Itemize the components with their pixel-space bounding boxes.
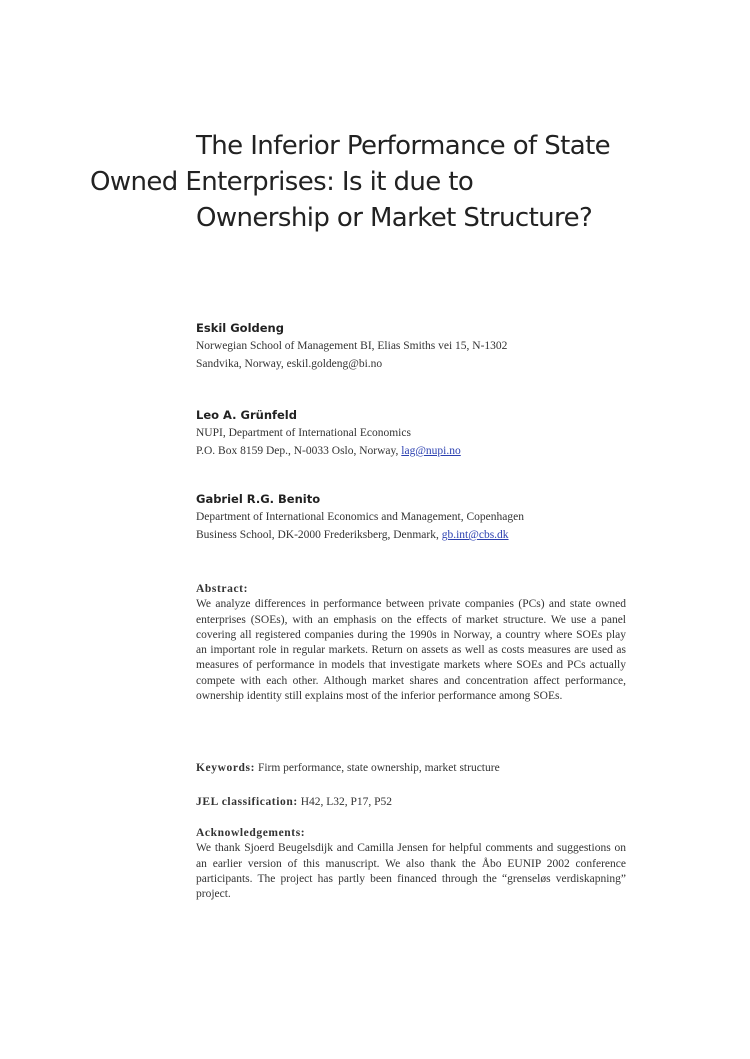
- jel-text: H42, L32, P17, P52: [300, 796, 393, 808]
- abstract-label: Abstract:: [196, 583, 249, 595]
- author-address: Business School, DK-2000 Frederiksberg, Denmark,: [196, 529, 442, 541]
- author-email-link[interactable]: lag@nupi.no: [401, 445, 461, 457]
- title-line-2: Owned Enterprises: Is it due to: [90, 167, 474, 197]
- author-affiliation: Sandvika, Norway, eskil.goldeng@bi.no: [196, 358, 383, 370]
- author-block-1: [196, 319, 636, 373]
- author-name: Leo A. Grünfeld: [196, 408, 297, 422]
- keywords-label: Keywords:: [196, 762, 256, 774]
- paper-title: [90, 128, 630, 236]
- author-affiliation: Department of International Economics and Management, Copenhagen: [196, 511, 524, 523]
- abstract-section: [196, 582, 626, 704]
- keywords-text: Firm performance, state ownership, market structure: [257, 762, 500, 774]
- keywords-section: [196, 761, 626, 776]
- author-email-link[interactable]: gb.int@cbs.dk: [441, 529, 509, 541]
- acknowledgements-text: We thank Sjoerd Beugelsdijk and Camilla Jensen for helpful comments and suggestions on an earlier version of this manuscript. We also thank the Åbo EUNIP 2002 conference participants. The project has partly been financed through the “grenseløs verdiskapning” project.: [196, 842, 626, 901]
- author-affiliation: NUPI, Department of International Economics: [196, 427, 411, 439]
- acknowledgements-label: Acknowledgements:: [196, 827, 306, 839]
- jel-section: [196, 795, 626, 810]
- author-name: Gabriel R.G. Benito: [196, 492, 321, 506]
- acknowledgements-section: [196, 826, 626, 902]
- abstract-text: We analyze differences in performance between private companies (PCs) and state owned enterprises (SOEs), with an emphasis on the effects of market structure. We use a panel covering all registered companies during the 1990s in Norway, a country where SOEs play an important role in regular markets. Return on assets as well as costs measures are used as measures of performance in models that investigate markets where SOEs and PCs actually compete with each other. Although market shares and concentration affect performance, ownership identity still explains most of the inferior performance among SOEs.: [196, 598, 626, 703]
- author-affiliation: Norwegian School of Management BI, Elias Smiths vei 15, N-1302: [196, 340, 508, 352]
- title-line-3: Ownership or Market Structure?: [196, 203, 593, 233]
- jel-label: JEL classification:: [196, 796, 298, 808]
- author-affiliation: [196, 526, 636, 544]
- author-affiliation: [196, 442, 636, 460]
- author-block-3: [196, 490, 636, 544]
- title-line-1: The Inferior Performance of State: [196, 131, 611, 161]
- author-address: P.O. Box 8159 Dep., N-0033 Oslo, Norway,: [196, 445, 402, 457]
- author-block-2: [196, 406, 636, 460]
- author-name: Eskil Goldeng: [196, 321, 284, 335]
